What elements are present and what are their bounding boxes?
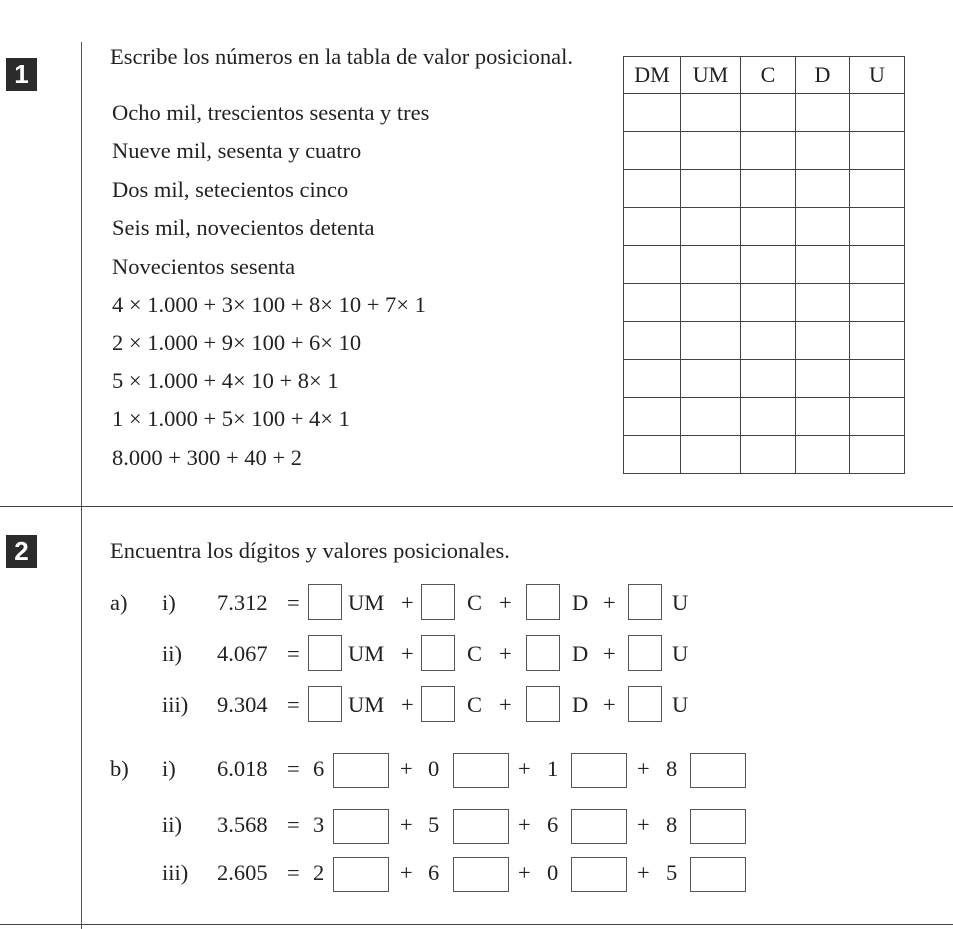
digit-answer-box[interactable] bbox=[526, 635, 560, 671]
plus-sign: + bbox=[400, 812, 413, 837]
row-roman-numeral: iii) bbox=[162, 692, 189, 717]
answer-cell-dm[interactable] bbox=[624, 246, 681, 284]
answer-cell-dm[interactable] bbox=[624, 436, 681, 474]
place-value-answer-box[interactable] bbox=[571, 857, 627, 892]
answer-cell-um[interactable] bbox=[681, 284, 741, 322]
plus-sign: + bbox=[603, 692, 616, 717]
answer-cell-u[interactable] bbox=[850, 246, 905, 284]
plus-sign: + bbox=[499, 692, 512, 717]
bottom-divider bbox=[0, 924, 953, 925]
place-value-answer-box[interactable] bbox=[333, 753, 389, 788]
exercise-1-item: 4 × 1.000 + 3× 100 + 8× 10 + 7× 1 bbox=[112, 292, 426, 317]
unit-label: UM bbox=[348, 692, 385, 717]
table-answer-row bbox=[624, 170, 905, 208]
table-answer-row bbox=[624, 284, 905, 322]
row-roman-numeral: ii) bbox=[162, 812, 182, 837]
digit-answer-box[interactable] bbox=[526, 686, 560, 722]
plus-sign: + bbox=[637, 860, 650, 885]
unit-label: D bbox=[572, 590, 589, 615]
place-value-answer-box[interactable] bbox=[453, 809, 509, 844]
table-header-row bbox=[624, 57, 905, 94]
plus-sign: + bbox=[499, 590, 512, 615]
equals-sign: = bbox=[287, 692, 300, 717]
digit-value: 5 bbox=[428, 812, 440, 837]
row-number: 7.312 bbox=[217, 590, 268, 615]
place-value-answer-box[interactable] bbox=[571, 809, 627, 844]
exercise-1-item: 1 × 1.000 + 5× 100 + 4× 1 bbox=[112, 406, 350, 431]
unit-label: C bbox=[467, 692, 483, 717]
answer-cell-dm[interactable] bbox=[624, 132, 681, 170]
place-value-table bbox=[623, 56, 905, 474]
answer-cell-c[interactable] bbox=[741, 436, 796, 474]
answer-cell-c[interactable] bbox=[741, 398, 796, 436]
digit-value: 6 bbox=[547, 812, 559, 837]
equals-sign: = bbox=[287, 812, 300, 837]
margin-line bbox=[81, 42, 82, 929]
plus-sign: + bbox=[518, 860, 531, 885]
plus-sign: + bbox=[637, 756, 650, 781]
place-value-answer-box[interactable] bbox=[453, 857, 509, 892]
plus-sign: + bbox=[637, 812, 650, 837]
answer-cell-um[interactable] bbox=[681, 132, 741, 170]
answer-cell-dm[interactable] bbox=[624, 360, 681, 398]
digit-value: 6 bbox=[313, 756, 325, 781]
answer-cell-c[interactable] bbox=[741, 208, 796, 246]
equals-sign: = bbox=[287, 756, 300, 781]
exercise-1-item: 8.000 + 300 + 40 + 2 bbox=[112, 445, 302, 470]
exercise-1-item: Seis mil, novecientos detenta bbox=[112, 215, 375, 240]
answer-cell-c[interactable] bbox=[741, 94, 796, 132]
place-value-answer-box[interactable] bbox=[690, 857, 746, 892]
digit-value: 1 bbox=[547, 756, 559, 781]
unit-label: UM bbox=[348, 590, 385, 615]
place-value-answer-box[interactable] bbox=[571, 753, 627, 788]
equals-sign: = bbox=[287, 641, 300, 666]
plus-sign: + bbox=[518, 812, 531, 837]
exercise-1-item: Dos mil, setecientos cinco bbox=[112, 177, 349, 202]
digit-answer-box[interactable] bbox=[421, 635, 455, 671]
row-number: 4.067 bbox=[217, 641, 268, 666]
unit-label: C bbox=[467, 590, 483, 615]
answer-cell-d[interactable] bbox=[796, 132, 850, 170]
answer-cell-u[interactable] bbox=[850, 170, 905, 208]
exercise-1-item: 5 × 1.000 + 4× 10 + 8× 1 bbox=[112, 368, 339, 393]
answer-cell-d[interactable] bbox=[796, 208, 850, 246]
exercise-1-number: 1 bbox=[6, 58, 37, 91]
exercise-2-number: 2 bbox=[6, 535, 37, 568]
place-value-answer-box[interactable] bbox=[453, 753, 509, 788]
unit-label: U bbox=[672, 641, 689, 666]
unit-label: U bbox=[672, 692, 689, 717]
answer-cell-um[interactable] bbox=[681, 398, 741, 436]
answer-cell-d[interactable] bbox=[796, 94, 850, 132]
plus-sign: + bbox=[400, 860, 413, 885]
exercise-1-item: 2 × 1.000 + 9× 100 + 6× 10 bbox=[112, 330, 362, 355]
answer-cell-d[interactable] bbox=[796, 284, 850, 322]
place-value-answer-box[interactable] bbox=[690, 753, 746, 788]
exercise-1-item: Ocho mil, trescientos sesenta y tres bbox=[112, 100, 430, 125]
answer-cell-d[interactable] bbox=[796, 398, 850, 436]
answer-cell-u[interactable] bbox=[850, 284, 905, 322]
answer-cell-c[interactable] bbox=[741, 322, 796, 360]
digit-answer-box[interactable] bbox=[526, 584, 560, 620]
plus-sign: + bbox=[603, 641, 616, 666]
table-answer-row bbox=[624, 132, 905, 170]
digit-value: 5 bbox=[666, 860, 678, 885]
answer-cell-um[interactable] bbox=[681, 246, 741, 284]
digit-value: 0 bbox=[547, 860, 559, 885]
digit-value: 8 bbox=[666, 812, 678, 837]
unit-label: UM bbox=[348, 641, 385, 666]
digit-answer-box[interactable] bbox=[421, 686, 455, 722]
answer-cell-um[interactable] bbox=[681, 208, 741, 246]
digit-answer-box[interactable] bbox=[308, 584, 342, 620]
answer-cell-dm[interactable] bbox=[624, 170, 681, 208]
answer-cell-c[interactable] bbox=[741, 132, 796, 170]
plus-sign: + bbox=[518, 756, 531, 781]
answer-cell-dm[interactable] bbox=[624, 398, 681, 436]
equals-sign: = bbox=[287, 860, 300, 885]
answer-cell-dm[interactable] bbox=[624, 322, 681, 360]
answer-cell-u[interactable] bbox=[850, 360, 905, 398]
unit-label: D bbox=[572, 641, 589, 666]
digit-answer-box[interactable] bbox=[308, 686, 342, 722]
answer-cell-u[interactable] bbox=[850, 94, 905, 132]
answer-cell-dm[interactable] bbox=[624, 284, 681, 322]
answer-cell-u[interactable] bbox=[850, 208, 905, 246]
unit-label: D bbox=[572, 692, 589, 717]
row-roman-numeral: ii) bbox=[162, 641, 182, 666]
digit-answer-box[interactable] bbox=[308, 635, 342, 671]
exercise-1-item: Novecientos sesenta bbox=[112, 254, 296, 279]
exercise-1-title: Escribe los números en la tabla de valor posicional. bbox=[110, 44, 573, 69]
answer-cell-c[interactable] bbox=[741, 170, 796, 208]
plus-sign: + bbox=[499, 641, 512, 666]
row-number: 6.018 bbox=[217, 756, 268, 781]
answer-cell-um[interactable] bbox=[681, 170, 741, 208]
answer-cell-u[interactable] bbox=[850, 436, 905, 474]
place-value-answer-box[interactable] bbox=[333, 857, 389, 892]
answer-cell-d[interactable] bbox=[796, 246, 850, 284]
row-number: 2.605 bbox=[217, 860, 268, 885]
table-answer-row bbox=[624, 398, 905, 436]
row-number: 3.568 bbox=[217, 812, 268, 837]
answer-cell-um[interactable] bbox=[681, 94, 741, 132]
digit-answer-box[interactable] bbox=[628, 686, 662, 722]
table-answer-row bbox=[624, 246, 905, 284]
section-divider bbox=[0, 506, 953, 507]
answer-cell-c[interactable] bbox=[741, 284, 796, 322]
plus-sign: + bbox=[401, 590, 414, 615]
answer-cell-d[interactable] bbox=[796, 322, 850, 360]
part-a-label: a) bbox=[110, 590, 128, 615]
row-roman-numeral: i) bbox=[162, 590, 176, 615]
table-answer-row bbox=[624, 436, 905, 474]
answer-cell-u[interactable] bbox=[850, 132, 905, 170]
place-value-answer-box[interactable] bbox=[333, 809, 389, 844]
row-roman-numeral: i) bbox=[162, 756, 176, 781]
digit-value: 3 bbox=[313, 812, 325, 837]
place-value-answer-box[interactable] bbox=[690, 809, 746, 844]
header-um: UM bbox=[681, 57, 741, 94]
table-answer-row bbox=[624, 360, 905, 398]
answer-cell-um[interactable] bbox=[681, 360, 741, 398]
digit-answer-box[interactable] bbox=[628, 635, 662, 671]
answer-cell-d[interactable] bbox=[796, 436, 850, 474]
answer-cell-um[interactable] bbox=[681, 436, 741, 474]
row-number: 9.304 bbox=[217, 692, 268, 717]
exercise-1-item: Nueve mil, sesenta y cuatro bbox=[112, 138, 362, 163]
plus-sign: + bbox=[401, 641, 414, 666]
digit-value: 2 bbox=[313, 860, 325, 885]
table-answer-row bbox=[624, 208, 905, 246]
digit-value: 0 bbox=[428, 756, 440, 781]
row-roman-numeral: iii) bbox=[162, 860, 189, 885]
table-answer-row bbox=[624, 94, 905, 132]
answer-cell-c[interactable] bbox=[741, 246, 796, 284]
unit-label: C bbox=[467, 641, 483, 666]
answer-cell-um[interactable] bbox=[681, 322, 741, 360]
digit-value: 8 bbox=[666, 756, 678, 781]
header-u: U bbox=[850, 57, 905, 94]
header-d: D bbox=[796, 57, 850, 94]
digit-value: 6 bbox=[428, 860, 440, 885]
answer-cell-u[interactable] bbox=[850, 398, 905, 436]
exercise-2-title: Encuentra los dígitos y valores posicionales. bbox=[110, 538, 510, 563]
answer-cell-c[interactable] bbox=[741, 360, 796, 398]
header-dm: DM bbox=[624, 57, 681, 94]
part-b-label: b) bbox=[110, 756, 129, 781]
plus-sign: + bbox=[400, 756, 413, 781]
answer-cell-d[interactable] bbox=[796, 170, 850, 208]
header-c: C bbox=[741, 57, 796, 94]
answer-cell-u[interactable] bbox=[850, 322, 905, 360]
table-answer-row bbox=[624, 322, 905, 360]
unit-label: U bbox=[672, 590, 689, 615]
answer-cell-d[interactable] bbox=[796, 360, 850, 398]
answer-cell-dm[interactable] bbox=[624, 208, 681, 246]
digit-answer-box[interactable] bbox=[421, 584, 455, 620]
plus-sign: + bbox=[401, 692, 414, 717]
answer-cell-dm[interactable] bbox=[624, 94, 681, 132]
equals-sign: = bbox=[287, 590, 300, 615]
digit-answer-box[interactable] bbox=[628, 584, 662, 620]
plus-sign: + bbox=[603, 590, 616, 615]
